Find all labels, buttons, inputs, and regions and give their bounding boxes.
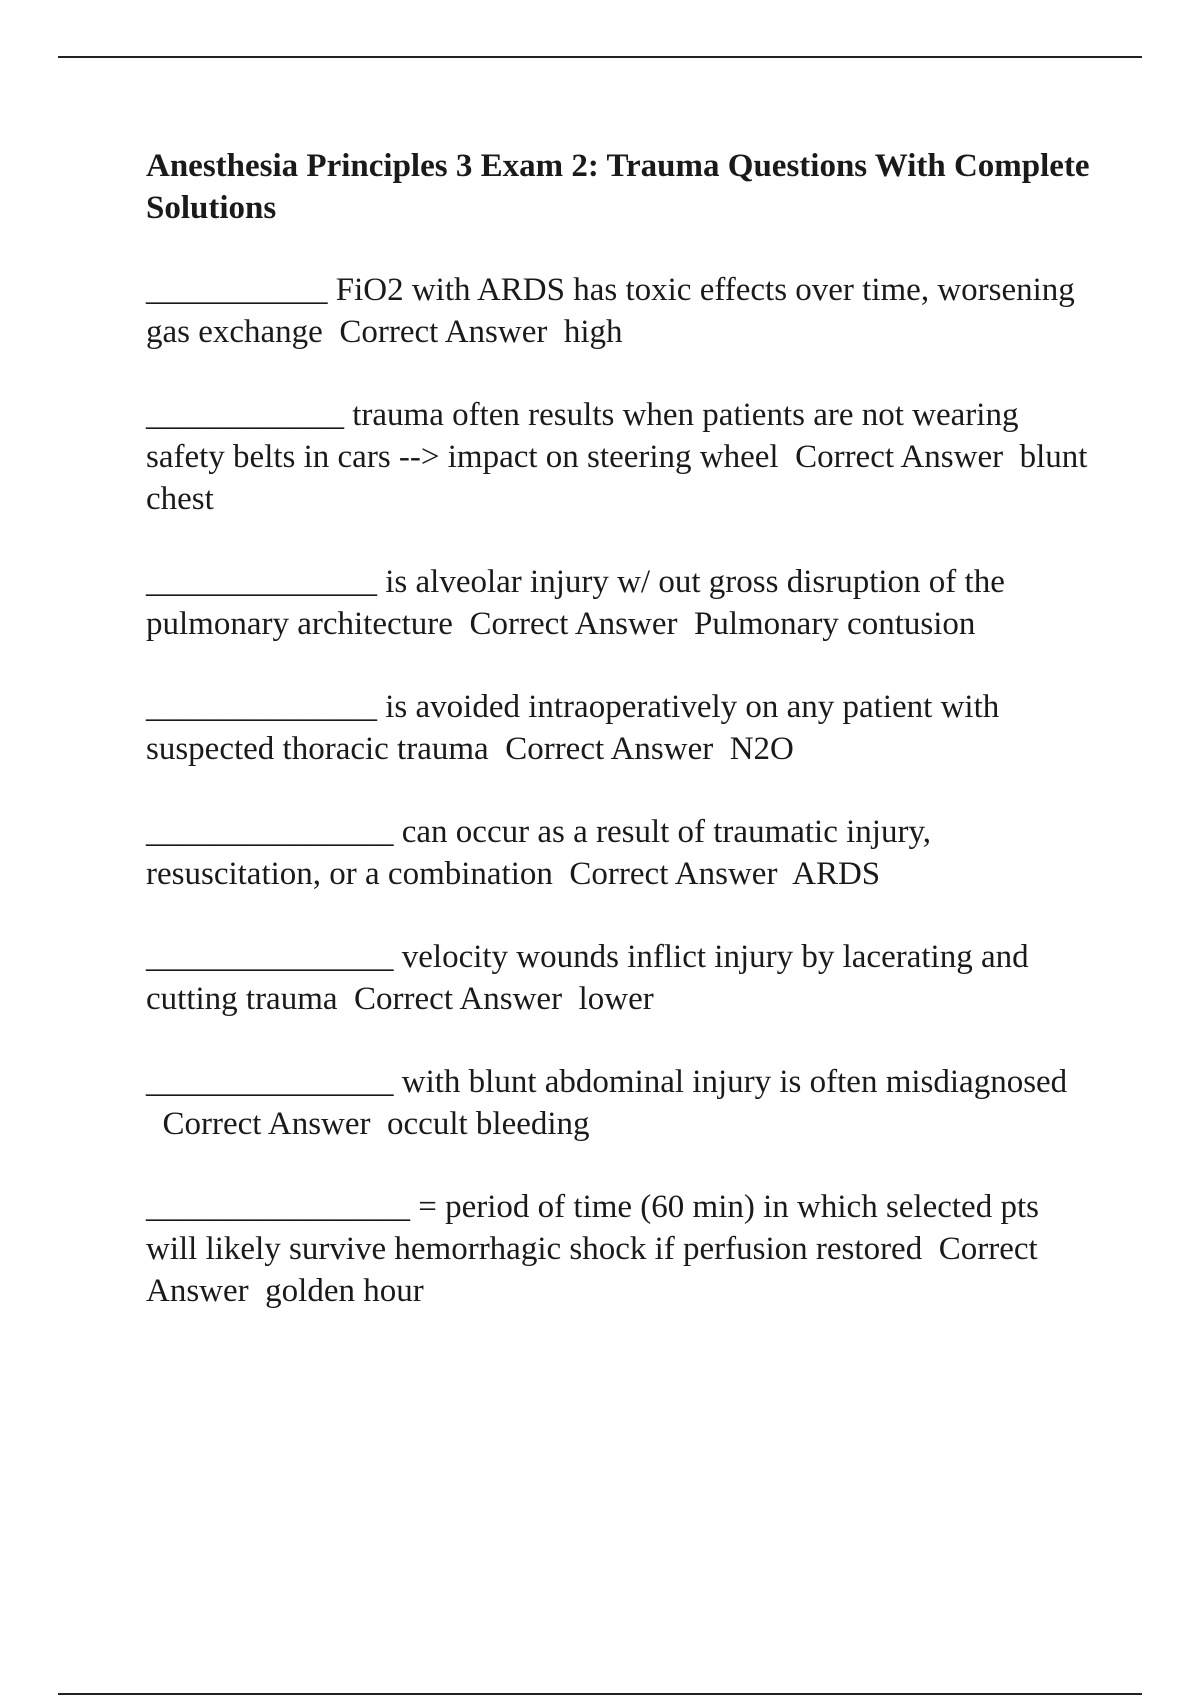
answer-label: Correct Answer <box>146 1231 1038 1309</box>
answer-text: Pulmonary contusion <box>693 606 976 642</box>
qa-item <box>146 936 1096 1020</box>
qa-item <box>146 811 1096 895</box>
document-title: Anesthesia Principles 3 Exam 2: Trauma Questions With Complete Solutions <box>146 148 1090 226</box>
bottom-rule <box>58 1693 1142 1695</box>
answer-text: lower <box>578 981 654 1017</box>
answer-text: N2O <box>729 731 794 767</box>
question-text: _______________ velocity wounds inflict injury by lacerating and cutting trauma <box>146 939 1029 1017</box>
qa-item <box>146 686 1096 770</box>
document-body <box>146 145 1096 1353</box>
answer-text: occult bleeding <box>387 1106 590 1142</box>
question-text: ______________ is alveolar injury w/ out gross disruption of the pulmonary architecture <box>146 564 1005 642</box>
answer-text: high <box>563 314 623 350</box>
top-rule <box>58 56 1142 58</box>
answer-label: Correct Answer <box>162 1106 371 1142</box>
question-text: _______________ can occur as a result of traumatic injury, resuscitation, or a combination <box>146 814 932 892</box>
answer-text: ARDS <box>792 856 881 892</box>
qa-item <box>146 269 1096 353</box>
answer-text: blunt chest <box>146 439 1088 517</box>
answer-label: Correct Answer <box>354 981 563 1017</box>
question-text: ________________ = period of time (60 min) in which selected pts will likely survive hemorrhagic shock if perfusion restored <box>146 1189 1039 1267</box>
answer-label: Correct Answer <box>339 314 548 350</box>
answer-label: Correct Answer <box>569 856 778 892</box>
qa-item <box>146 561 1096 645</box>
question-text: _______________ with blunt abdominal injury is often misdiagnosed <box>146 1064 1068 1100</box>
question-text: ___________ FiO2 with ARDS has toxic effects over time, worsening gas exchange <box>146 272 1075 350</box>
answer-label: Correct Answer <box>469 606 678 642</box>
qa-item <box>146 394 1096 520</box>
answer-label: Correct Answer <box>795 439 1004 475</box>
question-text: ____________ trauma often results when patients are not wearing safety belts in cars --> impact on steering wheel <box>146 397 1019 475</box>
qa-item <box>146 1061 1096 1145</box>
qa-item <box>146 1186 1096 1312</box>
answer-text: golden hour <box>265 1273 424 1309</box>
answer-label: Correct Answer <box>505 731 714 767</box>
question-text: ______________ is avoided intraoperatively on any patient with suspected thoracic trauma <box>146 689 1000 767</box>
